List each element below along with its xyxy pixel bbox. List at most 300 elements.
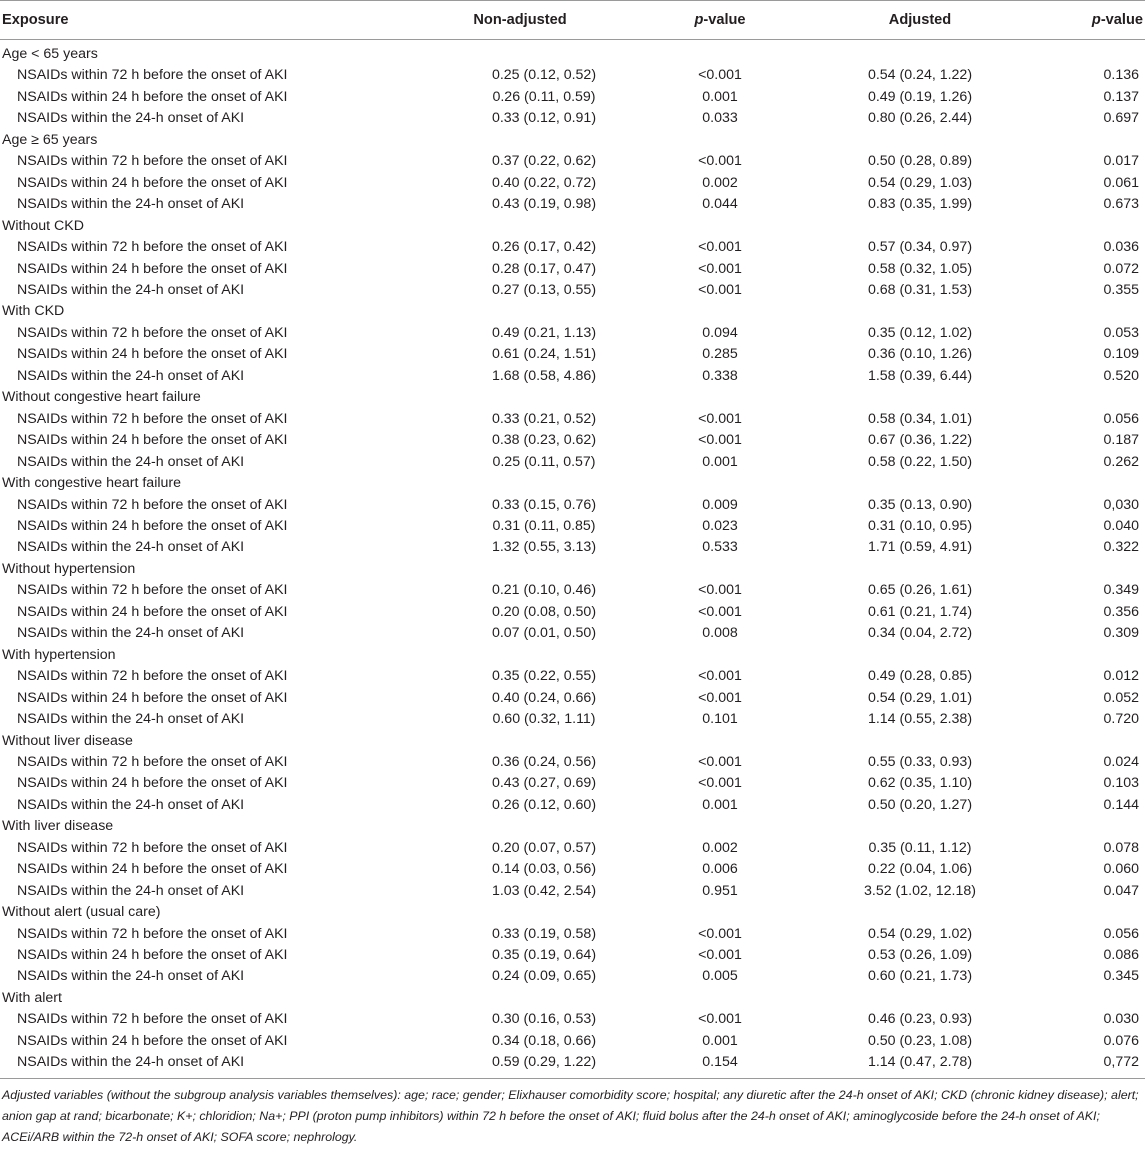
table-row xyxy=(0,881,1145,902)
exposure-cell: NSAIDs within the 24-h onset of AKI xyxy=(17,281,245,298)
adjusted-cell: 1.58 (0.39, 6.44) xyxy=(867,367,973,384)
adjusted-cell: 0.35 (0.12, 1.02) xyxy=(867,324,973,341)
exposure-cell: NSAIDs within the 24-h onset of AKI xyxy=(17,110,245,127)
table-row xyxy=(0,602,1145,623)
group-label: With alert xyxy=(2,989,62,1006)
p-value-adjusted-cell: 0.345 xyxy=(1103,968,1139,985)
exposure-cell: NSAIDs within 24 h before the onset of AKI xyxy=(17,260,288,277)
group-row xyxy=(0,216,1145,237)
empty-cell xyxy=(1020,40,1145,66)
adjusted-cell: 0.61 (0.21, 1.74) xyxy=(867,603,973,620)
table-row xyxy=(0,259,1145,280)
empty-cell xyxy=(820,216,1020,237)
non-adjusted-cell: 0.25 (0.12, 0.52) xyxy=(491,67,597,84)
exposure-cell: NSAIDs within 72 h before the onset of AKI xyxy=(17,1011,288,1028)
table-row xyxy=(0,623,1145,644)
exposure-cell: NSAIDs within 72 h before the onset of AKI xyxy=(17,925,288,942)
p-value-non-adjusted-cell: <0.001 xyxy=(698,67,742,84)
group-row xyxy=(0,559,1145,580)
p-value-adjusted-cell: 0.061 xyxy=(1103,174,1139,191)
group-row xyxy=(0,473,1145,494)
adjusted-cell: 0.36 (0.10, 1.26) xyxy=(867,346,973,363)
table-row xyxy=(0,344,1145,365)
empty-cell xyxy=(620,988,820,1009)
empty-cell xyxy=(1020,988,1145,1009)
group-label: Age < 65 years xyxy=(2,46,98,62)
empty-cell xyxy=(420,301,620,322)
exposure-cell: NSAIDs within the 24-h onset of AKI xyxy=(0,1052,420,1078)
non-adjusted-cell: 0.43 (0.19, 0.98) xyxy=(491,196,597,213)
group-row xyxy=(0,301,1145,322)
empty-cell xyxy=(420,216,620,237)
non-adjusted-cell: 0.61 (0.24, 1.51) xyxy=(491,346,597,363)
empty-cell xyxy=(620,216,820,237)
p-value-adjusted-cell: 0.137 xyxy=(1103,88,1139,105)
p-value-non-adjusted-cell: 0.002 xyxy=(702,174,738,191)
p-value-non-adjusted-cell: 0.533 xyxy=(702,539,738,556)
p-value-adjusted-cell: 0.024 xyxy=(1103,753,1139,770)
table-row xyxy=(0,537,1145,558)
non-adjusted-cell: 0.34 (0.18, 0.66) xyxy=(491,1032,597,1049)
p-value-non-adjusted-cell: <0.001 xyxy=(698,668,742,685)
exposure-cell: NSAIDs within 24 h before the onset of AKI xyxy=(17,603,288,620)
header-exposure: Exposure xyxy=(0,1,420,40)
p-value-non-adjusted-cell: <0.001 xyxy=(698,947,742,964)
non-adjusted-cell: 0.60 (0.32, 1.11) xyxy=(492,711,596,728)
non-adjusted-cell: 0.43 (0.27, 0.69) xyxy=(491,775,597,792)
empty-cell xyxy=(420,473,620,494)
p-value-non-adjusted-cell: <0.001 xyxy=(698,753,742,770)
table-row xyxy=(0,173,1145,194)
empty-cell xyxy=(420,559,620,580)
p-value-adjusted-cell: 0.720 xyxy=(1103,711,1139,728)
non-adjusted-cell: 0.35 (0.22, 0.55) xyxy=(491,668,597,685)
non-adjusted-cell: 0.33 (0.15, 0.76) xyxy=(491,496,597,513)
empty-cell xyxy=(620,816,820,837)
group-label: Without hypertension xyxy=(2,560,136,577)
table-row xyxy=(0,452,1145,473)
exposure-cell: NSAIDs within 72 h before the onset of AKI xyxy=(17,410,288,427)
p-value-adjusted-cell: 0.697 xyxy=(1103,110,1139,127)
p-value-adjusted-cell: 0,030 xyxy=(1103,496,1139,513)
group-row xyxy=(0,130,1145,151)
adjusted-cell: 0.54 (0.29, 1.02) xyxy=(867,925,973,942)
adjusted-cell: 0.57 (0.34, 0.97) xyxy=(867,239,973,256)
empty-cell xyxy=(420,816,620,837)
table-row xyxy=(0,666,1145,687)
p-value-adjusted-cell: 0.356 xyxy=(1103,603,1139,620)
table-row xyxy=(0,87,1145,108)
header-p-italic: p xyxy=(694,12,704,28)
group-row xyxy=(0,387,1145,408)
table-row xyxy=(0,838,1145,859)
non-adjusted-cell: 0.30 (0.16, 0.53) xyxy=(491,1011,597,1028)
non-adjusted-cell: 1.68 (0.58, 4.86) xyxy=(491,367,597,384)
empty-cell xyxy=(820,387,1020,408)
adjusted-cell: 0.50 (0.20, 1.27) xyxy=(867,796,973,813)
exposure-cell: NSAIDs within the 24-h onset of AKI xyxy=(17,367,245,384)
group-row xyxy=(0,731,1145,752)
empty-cell xyxy=(1020,130,1145,151)
table-row xyxy=(0,194,1145,215)
group-row xyxy=(0,645,1145,666)
non-adjusted-cell: 1.03 (0.42, 2.54) xyxy=(491,882,597,899)
non-adjusted-cell: 0.26 (0.12, 0.60) xyxy=(491,796,597,813)
p-value-adjusted-cell: 0,772 xyxy=(1020,1052,1145,1078)
p-value-non-adjusted-cell: <0.001 xyxy=(698,432,742,449)
empty-cell xyxy=(820,645,1020,666)
table-row xyxy=(0,280,1145,301)
non-adjusted-cell: 0.40 (0.22, 0.72) xyxy=(491,174,597,191)
adjusted-cell: 1.71 (0.59, 4.91) xyxy=(867,539,973,556)
non-adjusted-cell: 0.26 (0.11, 0.59) xyxy=(492,88,596,105)
non-adjusted-cell: 0.27 (0.13, 0.55) xyxy=(491,281,597,298)
exposure-cell: NSAIDs within 72 h before the onset of AKI xyxy=(17,67,288,84)
p-value-non-adjusted-cell: <0.001 xyxy=(698,410,742,427)
group-row xyxy=(0,902,1145,923)
group-label: With liver disease xyxy=(2,818,114,835)
non-adjusted-cell: 0.37 (0.22, 0.62) xyxy=(491,153,597,170)
p-value-non-adjusted-cell: 0.006 xyxy=(702,861,738,878)
p-value-adjusted-cell: 0.187 xyxy=(1103,432,1139,449)
adjusted-cell: 0.22 (0.04, 1.06) xyxy=(867,861,973,878)
p-value-adjusted-cell: 0.144 xyxy=(1103,796,1139,813)
p-value-non-adjusted-cell: 0.001 xyxy=(702,796,738,813)
adjusted-cell: 0.80 (0.26, 2.44) xyxy=(867,110,973,127)
exposure-cell: NSAIDs within the 24-h onset of AKI xyxy=(17,711,245,728)
non-adjusted-cell: 0.20 (0.08, 0.50) xyxy=(491,603,597,620)
adjusted-cell: 0.58 (0.32, 1.05) xyxy=(867,260,973,277)
p-value-non-adjusted-cell: <0.001 xyxy=(698,260,742,277)
exposure-cell: NSAIDs within 72 h before the onset of AKI xyxy=(17,582,288,599)
table-row xyxy=(0,1009,1145,1030)
adjusted-cell: 0.46 (0.23, 0.93) xyxy=(867,1011,973,1028)
table-row xyxy=(0,495,1145,516)
empty-cell xyxy=(820,559,1020,580)
adjusted-cell: 0.54 (0.29, 1.03) xyxy=(867,174,973,191)
header-p-value-1 xyxy=(620,1,820,40)
non-adjusted-cell: 0.14 (0.03, 0.56) xyxy=(491,861,597,878)
p-value-adjusted-cell: 0.262 xyxy=(1103,453,1139,470)
empty-cell xyxy=(620,301,820,322)
non-adjusted-cell: 0.59 (0.29, 1.22) xyxy=(420,1052,620,1078)
adjusted-cell: 0.62 (0.35, 1.10) xyxy=(867,775,973,792)
p-value-adjusted-cell: 0.103 xyxy=(1103,775,1139,792)
non-adjusted-cell: 0.35 (0.19, 0.64) xyxy=(491,947,597,964)
table-row xyxy=(0,323,1145,344)
exposure-cell: NSAIDs within the 24-h onset of AKI xyxy=(17,882,245,899)
p-value-non-adjusted-cell: 0.154 xyxy=(620,1052,820,1078)
p-value-adjusted-cell: 0.047 xyxy=(1103,882,1139,899)
p-value-non-adjusted-cell: 0.094 xyxy=(702,324,738,341)
table-header-row xyxy=(0,1,1145,40)
header-p-rest: -value xyxy=(1100,12,1143,28)
p-value-adjusted-cell: 0.072 xyxy=(1103,260,1139,277)
p-value-adjusted-cell: 0.012 xyxy=(1103,668,1139,685)
table-row xyxy=(0,580,1145,601)
empty-cell xyxy=(820,902,1020,923)
exposure-cell: NSAIDs within 24 h before the onset of AKI xyxy=(17,947,288,964)
exposure-cell: NSAIDs within 72 h before the onset of AKI xyxy=(17,839,288,856)
table-row xyxy=(0,409,1145,430)
empty-cell xyxy=(820,816,1020,837)
group-label: Age ≥ 65 years xyxy=(2,131,98,148)
table-row xyxy=(0,516,1145,537)
table-row xyxy=(0,688,1145,709)
adjusted-cell: 0.50 (0.23, 1.08) xyxy=(867,1032,973,1049)
exposure-cell: NSAIDs within 72 h before the onset of AKI xyxy=(17,753,288,770)
empty-cell xyxy=(820,40,1020,66)
non-adjusted-cell: 0.40 (0.24, 0.66) xyxy=(491,689,597,706)
empty-cell xyxy=(1020,816,1145,837)
p-value-adjusted-cell: 0.309 xyxy=(1103,625,1139,642)
header-non-adjusted: Non-adjusted xyxy=(420,1,620,40)
adjusted-cell: 0.31 (0.10, 0.95) xyxy=(867,517,973,534)
empty-cell xyxy=(420,130,620,151)
p-value-adjusted-cell: 0.109 xyxy=(1103,346,1139,363)
empty-cell xyxy=(1020,731,1145,752)
non-adjusted-cell: 0.33 (0.21, 0.52) xyxy=(491,410,597,427)
p-value-adjusted-cell: 0.053 xyxy=(1103,324,1139,341)
empty-cell xyxy=(1020,645,1145,666)
p-value-adjusted-cell: 0.673 xyxy=(1103,196,1139,213)
table-row xyxy=(0,237,1145,258)
empty-cell xyxy=(620,559,820,580)
empty-cell xyxy=(420,387,620,408)
empty-cell xyxy=(420,40,620,66)
adjusted-cell: 1.14 (0.55, 2.38) xyxy=(867,711,973,728)
exposure-cell: NSAIDs within the 24-h onset of AKI xyxy=(17,196,245,213)
p-value-adjusted-cell: 0.136 xyxy=(1103,67,1139,84)
non-adjusted-cell: 0.36 (0.24, 0.56) xyxy=(491,753,597,770)
table-row xyxy=(0,1031,1145,1052)
non-adjusted-cell: 0.25 (0.11, 0.57) xyxy=(492,453,596,470)
table-row xyxy=(0,795,1145,816)
empty-cell xyxy=(820,473,1020,494)
p-value-adjusted-cell: 0.052 xyxy=(1103,689,1139,706)
empty-cell xyxy=(1020,301,1145,322)
exposure-cell: NSAIDs within the 24-h onset of AKI xyxy=(17,625,245,642)
p-value-non-adjusted-cell: <0.001 xyxy=(698,603,742,620)
table-row xyxy=(0,752,1145,773)
exposure-cell: NSAIDs within 72 h before the onset of AKI xyxy=(17,324,288,341)
empty-cell xyxy=(620,40,820,66)
exposure-cell: NSAIDs within 24 h before the onset of AKI xyxy=(17,174,288,191)
p-value-non-adjusted-cell: 0.338 xyxy=(702,367,738,384)
adjusted-cell: 0.58 (0.22, 1.50) xyxy=(867,453,973,470)
empty-cell xyxy=(1020,559,1145,580)
adjusted-cell: 0.54 (0.29, 1.01) xyxy=(867,689,973,706)
empty-cell xyxy=(620,645,820,666)
non-adjusted-cell: 0.31 (0.11, 0.85) xyxy=(492,517,596,534)
p-value-non-adjusted-cell: 0.023 xyxy=(702,517,738,534)
header-p-value-2 xyxy=(1020,1,1145,40)
p-value-non-adjusted-cell: <0.001 xyxy=(698,689,742,706)
p-value-non-adjusted-cell: 0.044 xyxy=(702,196,738,213)
p-value-non-adjusted-cell: <0.001 xyxy=(698,582,742,599)
group-row xyxy=(0,40,1145,66)
non-adjusted-cell: 0.33 (0.19, 0.58) xyxy=(491,925,597,942)
p-value-adjusted-cell: 0.030 xyxy=(1103,1011,1139,1028)
group-label: With hypertension xyxy=(2,646,116,663)
non-adjusted-cell: 0.20 (0.07, 0.57) xyxy=(491,839,597,856)
p-value-non-adjusted-cell: 0.285 xyxy=(702,346,738,363)
exposure-cell: NSAIDs within 72 h before the onset of AKI xyxy=(17,668,288,685)
table-row xyxy=(0,945,1145,966)
p-value-adjusted-cell: 0.056 xyxy=(1103,925,1139,942)
table-row xyxy=(0,966,1145,987)
exposure-cell: NSAIDs within 24 h before the onset of AKI xyxy=(17,517,288,534)
group-label: With congestive heart failure xyxy=(2,475,182,492)
p-value-adjusted-cell: 0.060 xyxy=(1103,861,1139,878)
empty-cell xyxy=(820,301,1020,322)
group-label: Without liver disease xyxy=(2,732,133,749)
p-value-adjusted-cell: 0.086 xyxy=(1103,947,1139,964)
p-value-non-adjusted-cell: <0.001 xyxy=(698,153,742,170)
adjusted-cell: 1.14 (0.47, 2.78) xyxy=(820,1052,1020,1078)
p-value-non-adjusted-cell: <0.001 xyxy=(698,775,742,792)
header-p-rest: -value xyxy=(703,12,746,28)
adjusted-cell: 0.55 (0.33, 0.93) xyxy=(867,753,973,770)
adjusted-cell: 0.50 (0.28, 0.89) xyxy=(867,153,973,170)
p-value-non-adjusted-cell: <0.001 xyxy=(698,239,742,256)
p-value-adjusted-cell: 0.322 xyxy=(1103,539,1139,556)
empty-cell xyxy=(820,130,1020,151)
p-value-adjusted-cell: 0.520 xyxy=(1103,367,1139,384)
empty-cell xyxy=(1020,216,1145,237)
table-body xyxy=(0,40,1145,1079)
p-value-non-adjusted-cell: 0.008 xyxy=(702,625,738,642)
table-row xyxy=(0,108,1145,129)
adjusted-cell: 0.60 (0.21, 1.73) xyxy=(867,968,973,985)
non-adjusted-cell: 0.38 (0.23, 0.62) xyxy=(491,432,597,449)
p-value-adjusted-cell: 0.017 xyxy=(1103,153,1139,170)
empty-cell xyxy=(1020,902,1145,923)
empty-cell xyxy=(1020,473,1145,494)
exposure-cell: NSAIDs within 24 h before the onset of AKI xyxy=(17,432,288,449)
non-adjusted-cell: 0.24 (0.09, 0.65) xyxy=(491,968,597,985)
header-adjusted: Adjusted xyxy=(820,1,1020,40)
empty-cell xyxy=(620,473,820,494)
p-value-non-adjusted-cell: 0.002 xyxy=(702,839,738,856)
exposure-cell: NSAIDs within the 24-h onset of AKI xyxy=(17,539,245,556)
p-value-non-adjusted-cell: <0.001 xyxy=(698,281,742,298)
adjusted-cell: 0.83 (0.35, 1.99) xyxy=(867,196,973,213)
table-row xyxy=(0,65,1145,86)
empty-cell xyxy=(420,731,620,752)
p-value-non-adjusted-cell: 0.005 xyxy=(702,968,738,985)
exposure-cell: NSAIDs within the 24-h onset of AKI xyxy=(17,453,245,470)
adjusted-cell: 0.67 (0.36, 1.22) xyxy=(867,432,973,449)
group-label: Without CKD xyxy=(2,217,84,234)
non-adjusted-cell: 0.26 (0.17, 0.42) xyxy=(491,239,597,256)
adjusted-cell: 0.49 (0.19, 1.26) xyxy=(867,88,973,105)
p-value-non-adjusted-cell: <0.001 xyxy=(698,1011,742,1028)
adjusted-cell: 0.53 (0.26, 1.09) xyxy=(867,947,973,964)
exposure-cell: NSAIDs within 24 h before the onset of AKI xyxy=(17,861,288,878)
adjusted-cell: 3.52 (1.02, 12.18) xyxy=(863,882,976,899)
exposure-cell: NSAIDs within 24 h before the onset of AKI xyxy=(17,689,288,706)
p-value-adjusted-cell: 0.040 xyxy=(1103,517,1139,534)
non-adjusted-cell: 0.49 (0.21, 1.13) xyxy=(491,324,597,341)
p-value-adjusted-cell: 0.355 xyxy=(1103,281,1139,298)
table-row xyxy=(0,366,1145,387)
empty-cell xyxy=(820,731,1020,752)
group-label: Without congestive heart failure xyxy=(2,389,201,406)
group-label: Without alert (usual care) xyxy=(2,904,161,921)
p-value-non-adjusted-cell: 0.101 xyxy=(702,711,738,728)
p-value-non-adjusted-cell: 0.001 xyxy=(702,1032,738,1049)
p-value-adjusted-cell: 0.056 xyxy=(1103,410,1139,427)
p-value-non-adjusted-cell: 0.033 xyxy=(702,110,738,127)
adjusted-cell: 0.54 (0.24, 1.22) xyxy=(867,67,973,84)
non-adjusted-cell: 0.28 (0.17, 0.47) xyxy=(491,260,597,277)
table-row xyxy=(0,773,1145,794)
p-value-adjusted-cell: 0.036 xyxy=(1103,239,1139,256)
empty-cell xyxy=(620,130,820,151)
table-row xyxy=(0,709,1145,730)
non-adjusted-cell: 0.33 (0.12, 0.91) xyxy=(491,110,597,127)
empty-cell xyxy=(620,387,820,408)
table-footnote: Adjusted variables (without the subgroup analysis variables themselves): age; race; gender; Elixhauser comorbidity score; hospital; any diuretic after the 24-h onset of AKI; CKD (chronic kidney disease); alert; anion gap at rand; bicarbonate; K+; chloridion; Na+; PPI (proton pump inhibitors) within 72 h before the onset of AKI; fluid bolus after the 24-h onset of AKI; aminoglycoside before the 24-h onset of AKI; ACEi/ARB within the 72-h onset of AKI; SOFA score; nephrology. xyxy=(2,1087,1139,1144)
empty-cell xyxy=(420,988,620,1009)
header-p-italic: p xyxy=(1091,12,1101,28)
exposure-cell: NSAIDs within 24 h before the onset of AKI xyxy=(17,346,288,363)
p-value-non-adjusted-cell: 0.001 xyxy=(702,88,738,105)
group-label: With CKD xyxy=(2,303,65,320)
table-row xyxy=(0,430,1145,451)
p-value-adjusted-cell: 0.076 xyxy=(1103,1032,1139,1049)
table-row xyxy=(0,1052,1145,1078)
exposure-cell: NSAIDs within 72 h before the onset of AKI xyxy=(17,239,288,256)
exposure-cell: NSAIDs within 72 h before the onset of AKI xyxy=(17,153,288,170)
exposure-cell: NSAIDs within 72 h before the onset of AKI xyxy=(17,496,288,513)
adjusted-cell: 0.58 (0.34, 1.01) xyxy=(867,410,973,427)
p-value-non-adjusted-cell: <0.001 xyxy=(698,925,742,942)
adjusted-cell: 0.35 (0.11, 1.12) xyxy=(868,839,972,856)
adjusted-cell: 0.65 (0.26, 1.61) xyxy=(867,582,973,599)
p-value-non-adjusted-cell: 0.951 xyxy=(702,882,738,899)
empty-cell xyxy=(420,645,620,666)
empty-cell xyxy=(420,902,620,923)
group-row xyxy=(0,816,1145,837)
table-row xyxy=(0,151,1145,172)
adjusted-cell: 0.68 (0.31, 1.53) xyxy=(867,281,973,298)
empty-cell xyxy=(620,902,820,923)
table-row xyxy=(0,924,1145,945)
exposure-cell: NSAIDs within 24 h before the onset of AKI xyxy=(17,775,288,792)
empty-cell xyxy=(620,731,820,752)
adjusted-cell: 0.35 (0.13, 0.90) xyxy=(867,496,973,513)
empty-cell xyxy=(820,988,1020,1009)
adjusted-cell: 0.34 (0.04, 2.72) xyxy=(867,625,973,642)
non-adjusted-cell: 1.32 (0.55, 3.13) xyxy=(491,539,597,556)
p-value-non-adjusted-cell: 0.009 xyxy=(702,496,738,513)
exposure-cell: NSAIDs within the 24-h onset of AKI xyxy=(17,796,245,813)
non-adjusted-cell: 0.21 (0.10, 0.46) xyxy=(491,582,597,599)
p-value-non-adjusted-cell: 0.001 xyxy=(702,453,738,470)
group-row xyxy=(0,988,1145,1009)
empty-cell xyxy=(1020,387,1145,408)
exposure-cell: NSAIDs within the 24-h onset of AKI xyxy=(17,968,245,985)
exposure-cell: NSAIDs within 24 h before the onset of AKI xyxy=(17,1032,288,1049)
p-value-adjusted-cell: 0.349 xyxy=(1103,582,1139,599)
table-row xyxy=(0,859,1145,880)
adjusted-cell: 0.49 (0.28, 0.85) xyxy=(867,668,973,685)
non-adjusted-cell: 0.07 (0.01, 0.50) xyxy=(491,625,597,642)
exposure-cell: NSAIDs within 24 h before the onset of AKI xyxy=(17,88,288,105)
p-value-adjusted-cell: 0.078 xyxy=(1103,839,1139,856)
